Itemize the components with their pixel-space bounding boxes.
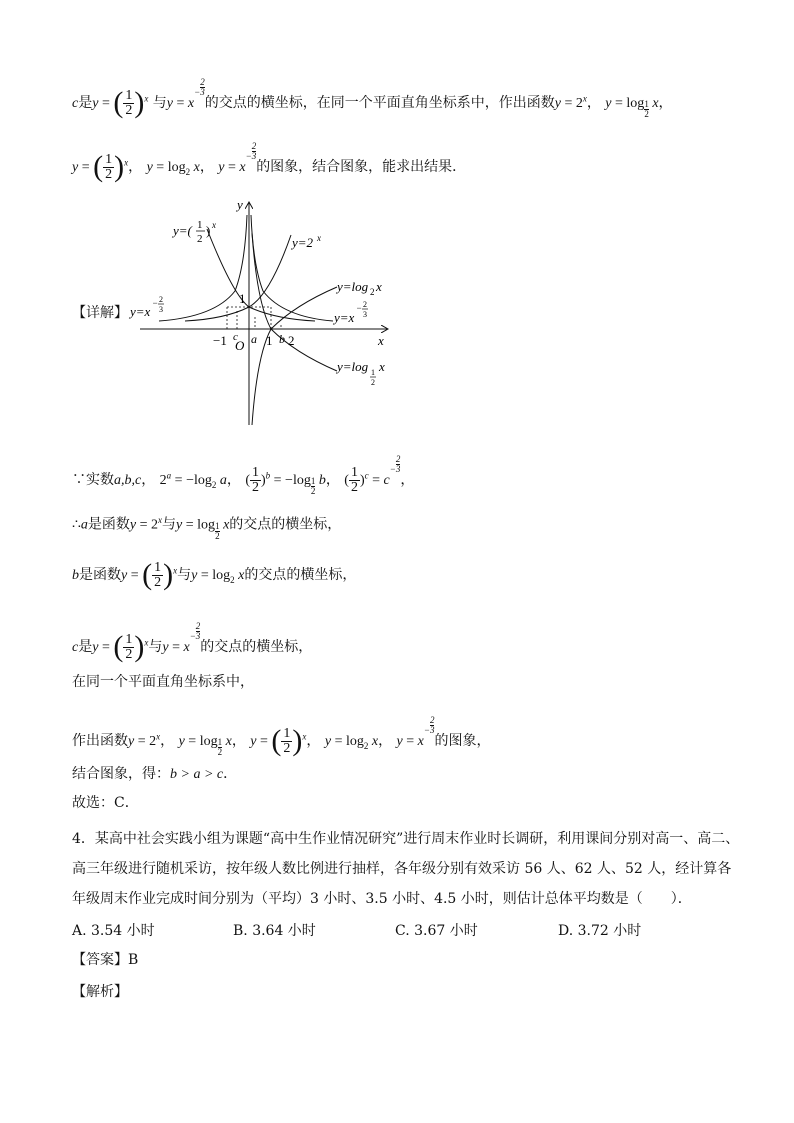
q4-line-2: 高三年级进行随机采访，按年级人数比例进行抽样，各年级分别有效采访 56 人、62 人、52 人，经计算各 [72,861,732,877]
q4-line-3: 年级周末作业完成时间分别为（平均）3 小时、3.5 小时、4.5 小时，则估计总体平均数是（ ）． [72,891,692,907]
label-two-pow: y=2 [292,235,314,250]
svg-text:2: 2 [159,295,163,304]
svg-text:2: 2 [197,233,203,245]
svg-text:−: − [152,298,159,308]
answer-pick-line: 故选：C． [72,795,139,811]
svg-text:3: 3 [363,310,367,319]
curve-log-half [252,233,337,371]
intro-line-1: c是y = ( $\frac{1}{2}$ )$^x$ 与y = x− $\frac{2}{3}$的交点的横坐标，在同一个平面直角坐标系中，作出函数$y = 2^x$， y = log $\frac{1}{2}$ x， [72,77,673,119]
label-half-pow: y=( [173,223,192,238]
point-b: b [279,332,285,346]
label-log-half: y=log [337,359,369,374]
label-pow-left: y=x [130,304,151,319]
detail-label: 【详解】 [72,305,128,321]
answer-label: 【答案】B [72,952,139,968]
analysis-label: 【解析】 [72,984,128,1000]
svg-text:1: 1 [197,219,203,231]
point-a: a [251,332,257,346]
b-line: b是函数y = ( $\frac{1}{2}$ )$^x$与$y = \log_2 x$的交点的横坐标， [72,558,357,591]
svg-text:x: x [212,220,216,230]
curve-two-pow [185,235,291,321]
svg-text:x: x [376,279,382,294]
tick-y-one: 1 [239,291,246,306]
svg-text:2: 2 [363,300,367,309]
tick-two: 2 [288,333,295,348]
intro-line-2: y = ( $\frac{1}{2}$ )$^x$， $y = \log_2 x$， y = x− $\frac{2}{3}$的图象，结合图象，能求出结果． [72,141,467,183]
svg-text:3: 3 [159,305,163,314]
point-c: c [233,331,238,343]
label-pow-right: y=x [334,310,355,325]
svg-text:2: 2 [370,287,375,297]
axis-y-label: y [237,197,243,212]
option-b: B. 3.64 小时 [233,923,316,939]
same-plane-line: 在同一个平面直角坐标系中， [72,674,254,690]
svg-text:−: − [356,303,363,313]
option-d: D. 3.72 小时 [558,923,642,939]
function-graph-figure [125,195,415,430]
svg-text:x: x [317,233,321,243]
tick-one: 1 [266,333,273,348]
tick-minus-one: −1 [213,333,227,348]
since-line: ∵实数a,b,c， $2^a = -\log_2$ a， ( $\frac{1}{2}$ )$^b$ = −log $\frac{1}{2}$ b， ( $\frac{1}{2}$ )$^c$ = c− $\frac{2}{3}$， [72,454,415,496]
option-a: A. 3.54 小时 [72,923,155,939]
q4-line-1: 4．某高中社会实践小组为课题“高中生作业情况研究”进行周末作业时长调研，利用课间分别对高一、高二、 [72,831,740,847]
c-line: c是y = ( $\frac{1}{2}$ )$^x$与y = x− $\frac{2}{3}$的交点的横坐标， [72,621,313,663]
combine-line: 结合图象，得：b > a > c． [72,766,238,782]
svg-text:x: x [379,359,385,374]
svg-text:2: 2 [371,378,375,387]
curve-pow-right [251,215,333,321]
tick-origin: O [235,338,245,353]
svg-text:): ) [206,223,211,238]
svg-text:1: 1 [371,368,375,377]
draw-line: 作出函数$y = 2^x$， y = log $\frac{1}{2}$ x， y = ( $\frac{1}{2}$ )$^x$， $y = \log_2 x$， y = x− $\frac{2}{3}$的图象， [72,715,491,757]
a-line: ∴a是函数$y = 2^x$与y = log $\frac{1}{2}$ x的交点的横坐标， [72,515,342,541]
axis-x-label: x [378,333,384,348]
curve-log2 [252,287,337,425]
option-c: C. 3.67 小时 [395,923,478,939]
label-log2: y=log [337,279,369,294]
